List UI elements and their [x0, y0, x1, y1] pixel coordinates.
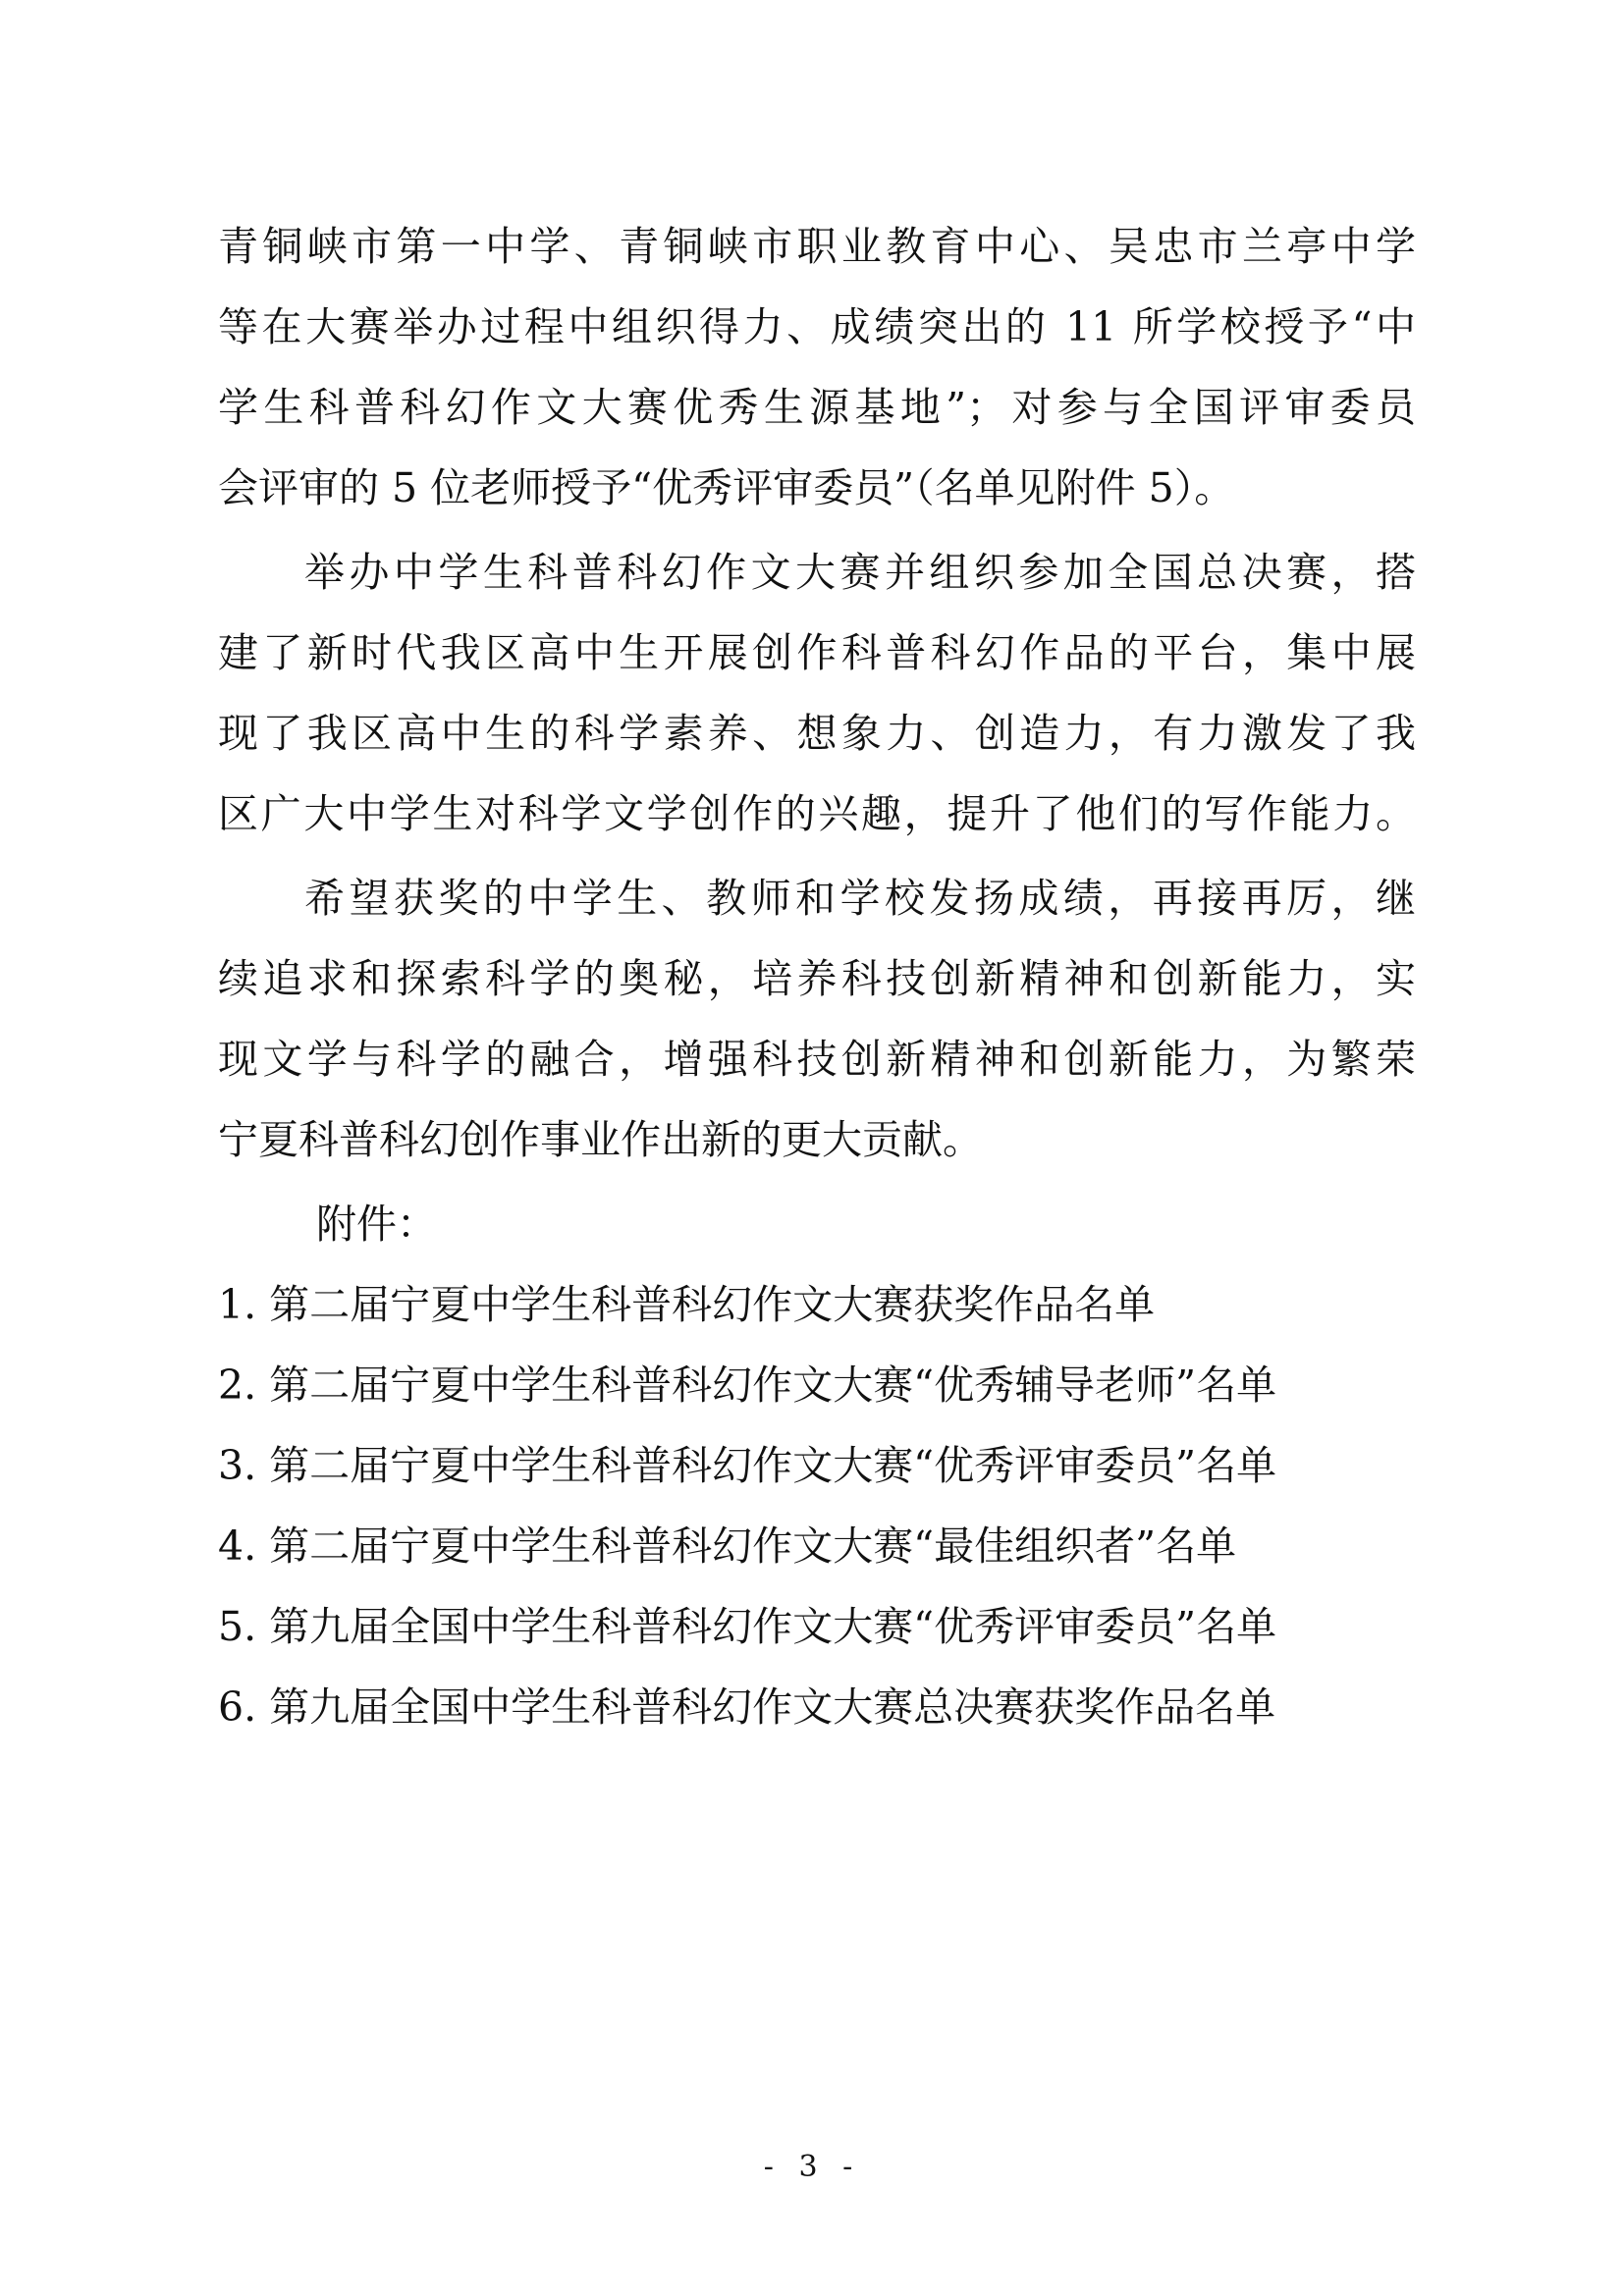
- paragraph-1-line-1: 青铜峡市第一中学、青铜峡市职业教育中心、吴忠市兰亭中学: [218, 223, 1416, 270]
- attachment-item-5: 5. 第九届全国中学生科普科幻作文大赛“优秀评审委员”名单: [218, 1603, 1277, 1650]
- paragraph-3-line-4: 宁夏科普科幻创作事业作出新的更大贡献。: [218, 1116, 983, 1163]
- paragraph-3-line-1: 希望获奖的中学生、教师和学校发扬成绩，再接再厉，继: [304, 875, 1416, 922]
- paragraph-1-line-4: 会评审的 5 位老师授予“优秀评审委员”（名单见附件 5）。: [218, 464, 1235, 511]
- paragraph-2-line-2: 建了新时代我区高中生开展创作科普科幻作品的平台，集中展: [218, 629, 1416, 676]
- attachment-item-4: 4. 第二届宁夏中学生科普科幻作文大赛“最佳组织者”名单: [218, 1522, 1237, 1570]
- attachment-item-6: 6. 第九届全国中学生科普科幻作文大赛总决赛获奖作品名单: [218, 1683, 1276, 1731]
- page-number: - 3 -: [763, 2150, 861, 2184]
- paragraph-2-line-3: 现了我区高中生的科学素养、想象力、创造力，有力激发了我: [218, 710, 1416, 757]
- paragraph-2-line-1: 举办中学生科普科幻作文大赛并组织参加全国总决赛，搭: [304, 549, 1416, 596]
- attachment-item-3: 3. 第二届宁夏中学生科普科幻作文大赛“优秀评审委员”名单: [218, 1442, 1277, 1489]
- paragraph-3-line-3: 现文学与科学的融合，增强科技创新精神和创新能力，为繁荣: [218, 1036, 1416, 1083]
- paragraph-1-line-3: 学生科普科幻作文大赛优秀生源基地”；对参与全国评审委员: [218, 384, 1416, 431]
- attachment-item-1: 1. 第二届宁夏中学生科普科幻作文大赛获奖作品名单: [218, 1281, 1156, 1328]
- attachments-label: 附件：: [316, 1201, 437, 1248]
- paragraph-1-line-2: 等在大赛举办过程中组织得力、成绩突出的 11 所学校授予“中: [218, 303, 1416, 350]
- paragraph-3-line-2: 续追求和探索科学的奥秘，培养科技创新精神和创新能力，实: [218, 955, 1416, 1002]
- attachment-item-2: 2. 第二届宁夏中学生科普科幻作文大赛“优秀辅导老师”名单: [218, 1362, 1277, 1409]
- paragraph-2-line-4: 区广大中学生对科学文学创作的兴趣，提升了他们的写作能力。: [218, 790, 1416, 837]
